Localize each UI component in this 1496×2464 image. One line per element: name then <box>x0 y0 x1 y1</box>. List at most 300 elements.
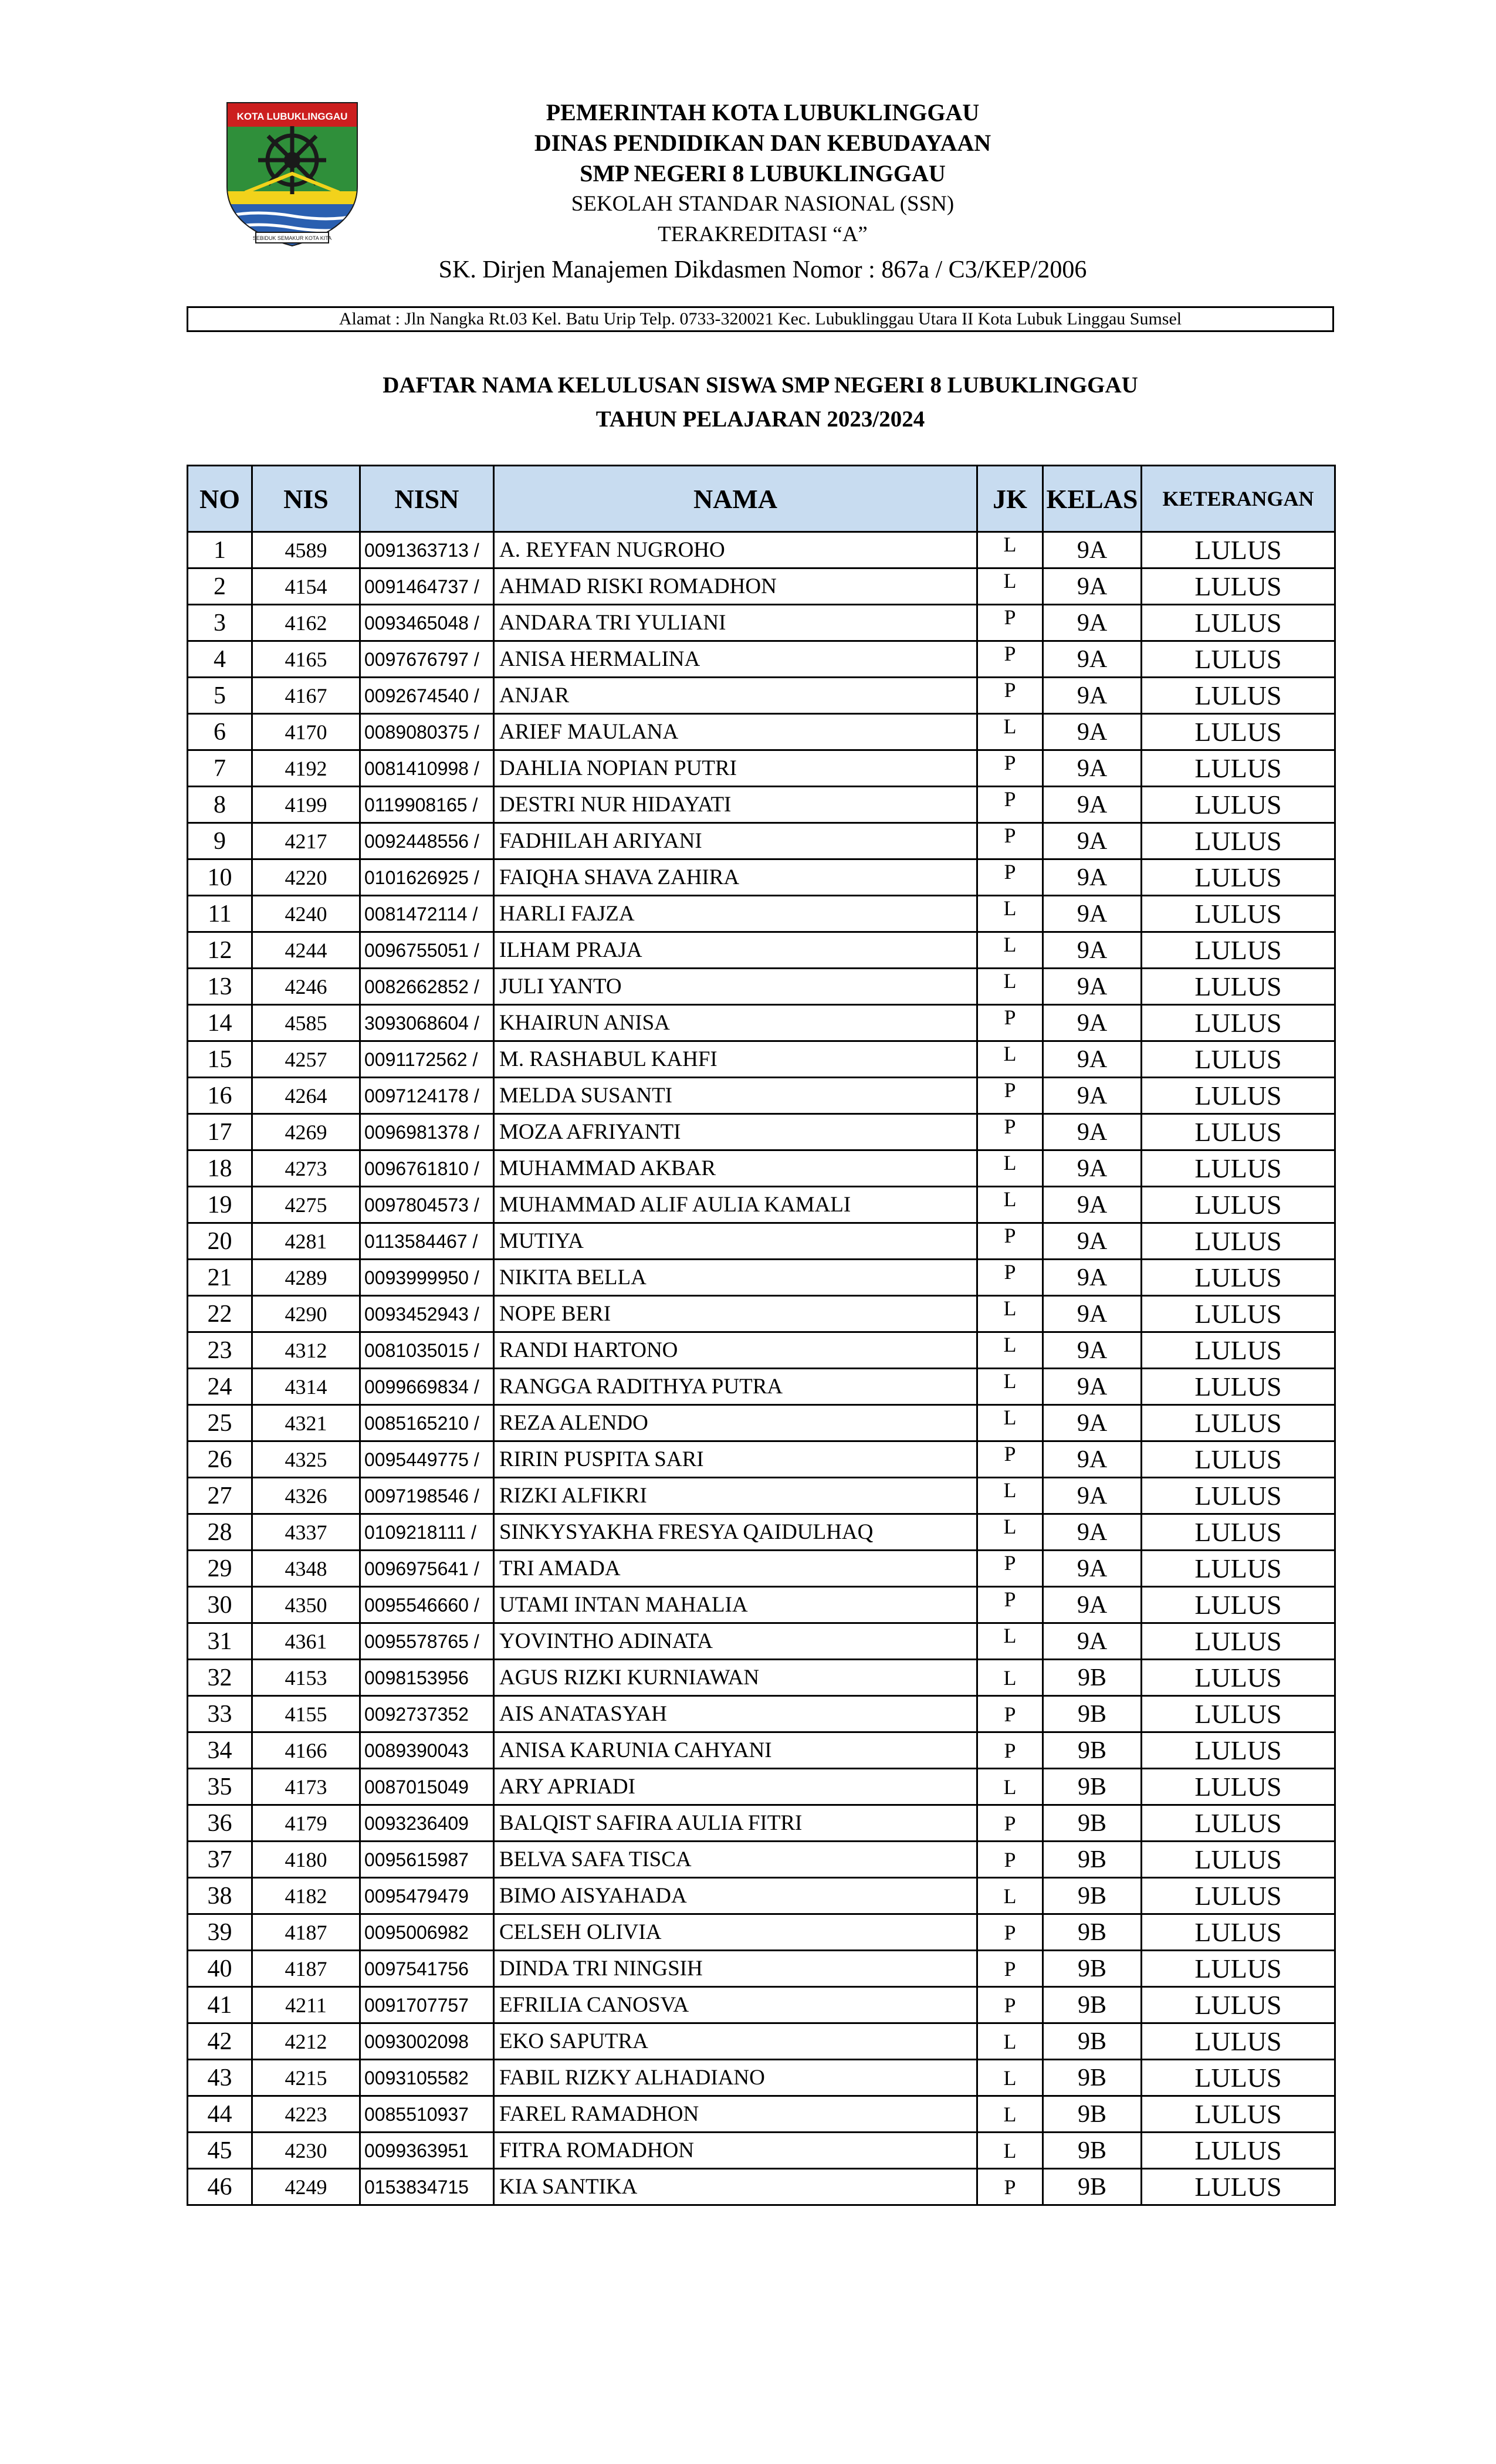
cell-nisn: 0099669834 / <box>360 1369 494 1405</box>
cell-keterangan: LULUS <box>1142 1223 1335 1260</box>
cell-nis: 4244 <box>252 932 360 969</box>
cell-nama: FAREL RAMADHON <box>494 2096 977 2133</box>
cell-kelas: 9B <box>1043 2023 1142 2060</box>
cell-nisn: 0093105582 <box>360 2060 494 2096</box>
cell-no: 25 <box>188 1405 252 1441</box>
cell-keterangan: LULUS <box>1142 823 1335 859</box>
cell-kelas: 9A <box>1043 1587 1142 1623</box>
cell-keterangan: LULUS <box>1142 1951 1335 1987</box>
cell-jk: L <box>977 1332 1043 1369</box>
address-box: Alamat : Jln Nangka Rt.03 Kel. Batu Urip Telp. 0733-320021 Kec. Lubuklinggau Utara II Kota Lubuk Linggau Sumsel <box>187 306 1334 332</box>
table-row <box>188 605 1335 641</box>
cell-jk: L <box>977 2060 1043 2096</box>
column-header-kelas: KELAS <box>1043 466 1142 532</box>
table-row <box>188 678 1335 714</box>
cell-kelas: 9A <box>1043 1114 1142 1150</box>
kota-lubuklinggau-emblem-icon <box>222 99 363 250</box>
cell-nama: ANISA HERMALINA <box>494 641 977 678</box>
cell-nisn: 0153834715 <box>360 2169 494 2205</box>
cell-nisn: 0095006982 <box>360 1914 494 1951</box>
cell-kelas: 9A <box>1043 1332 1142 1369</box>
cell-nama: MUTIYA <box>494 1223 977 1260</box>
table-row <box>188 932 1335 969</box>
cell-no: 7 <box>188 750 252 787</box>
cell-nama: DINDA TRI NINGSIH <box>494 1951 977 1987</box>
cell-keterangan: LULUS <box>1142 1260 1335 1296</box>
cell-keterangan: LULUS <box>1142 714 1335 750</box>
table-row <box>188 2060 1335 2096</box>
cell-jk: L <box>977 1878 1043 1914</box>
cell-nama: REZA ALENDO <box>494 1405 977 1441</box>
cell-nis: 4361 <box>252 1623 360 1660</box>
cell-no: 1 <box>188 532 252 568</box>
cell-kelas: 9A <box>1043 641 1142 678</box>
cell-keterangan: LULUS <box>1142 1587 1335 1623</box>
title-line-1: DAFTAR NAMA KELULUSAN SISWA SMP NEGERI 8 LUBUKLINGGAU <box>383 373 1138 398</box>
header-school: SMP NEGERI 8 LUBUKLINGGAU <box>580 160 946 187</box>
cell-keterangan: LULUS <box>1142 1296 1335 1332</box>
cell-nama: AIS ANATASYAH <box>494 1696 977 1732</box>
cell-nama: TRI AMADA <box>494 1551 977 1587</box>
cell-nis: 4220 <box>252 859 360 896</box>
cell-jk: P <box>977 1005 1043 1041</box>
cell-nisn: 0095479479 <box>360 1878 494 1914</box>
cell-nama: FADHILAH ARIYANI <box>494 823 977 859</box>
cell-nisn: 0081035015 / <box>360 1332 494 1369</box>
cell-nis: 4269 <box>252 1114 360 1150</box>
cell-jk: L <box>977 1041 1043 1078</box>
cell-keterangan: LULUS <box>1142 1660 1335 1696</box>
cell-keterangan: LULUS <box>1142 1041 1335 1078</box>
table-row <box>188 1951 1335 1987</box>
column-header-nama: NAMA <box>494 466 977 532</box>
cell-kelas: 9A <box>1043 605 1142 641</box>
cell-no: 9 <box>188 823 252 859</box>
cell-kelas: 9A <box>1043 1187 1142 1223</box>
cell-no: 24 <box>188 1369 252 1405</box>
cell-nis: 4199 <box>252 787 360 823</box>
cell-no: 31 <box>188 1623 252 1660</box>
cell-kelas: 9B <box>1043 1660 1142 1696</box>
table-row <box>188 1405 1335 1441</box>
cell-nis: 4275 <box>252 1187 360 1223</box>
cell-jk: P <box>977 2169 1043 2205</box>
column-header-no: NO <box>188 466 252 532</box>
table-row <box>188 859 1335 896</box>
cell-nis: 4217 <box>252 823 360 859</box>
cell-no: 33 <box>188 1696 252 1732</box>
cell-jk: P <box>977 678 1043 714</box>
table-row <box>188 1914 1335 1951</box>
cell-kelas: 9A <box>1043 1441 1142 1478</box>
cell-no: 19 <box>188 1187 252 1223</box>
cell-nisn: 0091464737 / <box>360 568 494 605</box>
cell-nisn: 0097804573 / <box>360 1187 494 1223</box>
cell-no: 44 <box>188 2096 252 2133</box>
cell-nis: 4281 <box>252 1223 360 1260</box>
cell-jk: P <box>977 1223 1043 1260</box>
cell-jk: P <box>977 1078 1043 1114</box>
cell-nis: 4240 <box>252 896 360 932</box>
cell-nis: 4230 <box>252 2133 360 2169</box>
table-row <box>188 750 1335 787</box>
cell-jk: P <box>977 823 1043 859</box>
cell-nis: 4154 <box>252 568 360 605</box>
cell-nis: 4215 <box>252 2060 360 2096</box>
cell-nis: 4211 <box>252 1987 360 2023</box>
cell-nis: 4314 <box>252 1369 360 1405</box>
cell-keterangan: LULUS <box>1142 1405 1335 1441</box>
cell-nisn: 0096755051 / <box>360 932 494 969</box>
cell-no: 17 <box>188 1114 252 1150</box>
table-row <box>188 532 1335 568</box>
cell-no: 43 <box>188 2060 252 2096</box>
cell-kelas: 9B <box>1043 1914 1142 1951</box>
cell-nisn: 0095546660 / <box>360 1587 494 1623</box>
cell-kelas: 9A <box>1043 1260 1142 1296</box>
header-accreditation: TERAKREDITASI “A” <box>658 222 868 246</box>
cell-keterangan: LULUS <box>1142 1842 1335 1878</box>
cell-nama: SINKYSYAKHA FRESYA QAIDULHAQ <box>494 1514 977 1551</box>
cell-nis: 4180 <box>252 1842 360 1878</box>
table-row <box>188 1987 1335 2023</box>
cell-nis: 4273 <box>252 1150 360 1187</box>
header-department: DINAS PENDIDIKAN DAN KEBUDAYAAN <box>534 130 991 156</box>
cell-kelas: 9B <box>1043 2096 1142 2133</box>
table-row <box>188 1332 1335 1369</box>
cell-jk: L <box>977 1150 1043 1187</box>
cell-keterangan: LULUS <box>1142 1805 1335 1842</box>
cell-nisn: 0101626925 / <box>360 859 494 896</box>
cell-no: 35 <box>188 1769 252 1805</box>
cell-keterangan: LULUS <box>1142 1332 1335 1369</box>
cell-jk: P <box>977 1114 1043 1150</box>
cell-kelas: 9B <box>1043 2169 1142 2205</box>
cell-nis: 4246 <box>252 969 360 1005</box>
cell-nama: RIRIN PUSPITA SARI <box>494 1441 977 1478</box>
cell-nisn: 0099363951 <box>360 2133 494 2169</box>
cell-nisn: 0093452943 / <box>360 1296 494 1332</box>
cell-nis: 4257 <box>252 1041 360 1078</box>
cell-nisn: 0093999950 / <box>360 1260 494 1296</box>
cell-keterangan: LULUS <box>1142 1478 1335 1514</box>
cell-nama: BELVA SAFA TISCA <box>494 1842 977 1878</box>
cell-kelas: 9B <box>1043 1769 1142 1805</box>
cell-no: 45 <box>188 2133 252 2169</box>
cell-jk: P <box>977 1732 1043 1769</box>
cell-nisn: 0092737352 <box>360 1696 494 1732</box>
table-row <box>188 1660 1335 1696</box>
cell-no: 46 <box>188 2169 252 2205</box>
table-row <box>188 714 1335 750</box>
cell-nama: YOVINTHO ADINATA <box>494 1623 977 1660</box>
column-header-nis: NIS <box>252 466 360 532</box>
cell-kelas: 9B <box>1043 1878 1142 1914</box>
cell-nis: 4165 <box>252 641 360 678</box>
cell-kelas: 9A <box>1043 568 1142 605</box>
cell-no: 3 <box>188 605 252 641</box>
table-row <box>188 1878 1335 1914</box>
cell-jk: P <box>977 1914 1043 1951</box>
cell-nisn: 0096975641 / <box>360 1551 494 1587</box>
cell-kelas: 9A <box>1043 896 1142 932</box>
cell-no: 23 <box>188 1332 252 1369</box>
table-row <box>188 2096 1335 2133</box>
table-body <box>188 532 1335 2205</box>
cell-kelas: 9A <box>1043 750 1142 787</box>
cell-nisn: 0081410998 / <box>360 750 494 787</box>
cell-no: 34 <box>188 1732 252 1769</box>
cell-kelas: 9A <box>1043 1514 1142 1551</box>
cell-nisn: 0109218111 / <box>360 1514 494 1551</box>
cell-keterangan: LULUS <box>1142 2023 1335 2060</box>
cell-nama: RANGGA RADITHYA PUTRA <box>494 1369 977 1405</box>
cell-nama: EKO SAPUTRA <box>494 2023 977 2060</box>
cell-kelas: 9B <box>1043 2133 1142 2169</box>
cell-jk: P <box>977 1842 1043 1878</box>
cell-nama: KHAIRUN ANISA <box>494 1005 977 1041</box>
cell-no: 40 <box>188 1951 252 1987</box>
cell-jk: L <box>977 1478 1043 1514</box>
table-row <box>188 2023 1335 2060</box>
cell-keterangan: LULUS <box>1142 641 1335 678</box>
cell-kelas: 9A <box>1043 1551 1142 1587</box>
cell-nama: ILHAM PRAJA <box>494 932 977 969</box>
cell-jk: L <box>977 2096 1043 2133</box>
cell-nisn: 0091363713 / <box>360 532 494 568</box>
cell-nama: NIKITA BELLA <box>494 1260 977 1296</box>
cell-nis: 4223 <box>252 2096 360 2133</box>
cell-nisn: 0085510937 <box>360 2096 494 2133</box>
cell-jk: P <box>977 1441 1043 1478</box>
cell-nisn: 0097198546 / <box>360 1478 494 1514</box>
cell-nis: 4350 <box>252 1587 360 1623</box>
cell-jk: P <box>977 605 1043 641</box>
cell-nama: ANISA KARUNIA CAHYANI <box>494 1732 977 1769</box>
cell-kelas: 9B <box>1043 1987 1142 2023</box>
cell-jk: P <box>977 1951 1043 1987</box>
cell-nisn: 0082662852 / <box>360 969 494 1005</box>
cell-kelas: 9A <box>1043 969 1142 1005</box>
cell-no: 22 <box>188 1296 252 1332</box>
cell-nis: 4290 <box>252 1296 360 1332</box>
table-row <box>188 568 1335 605</box>
table-row <box>188 2169 1335 2205</box>
column-header-keterangan: KETERANGAN <box>1142 466 1335 532</box>
cell-nisn: 3093068604 / <box>360 1005 494 1041</box>
cell-keterangan: LULUS <box>1142 1878 1335 1914</box>
cell-nisn: 0091172562 / <box>360 1041 494 1078</box>
cell-nama: FABIL RIZKY ALHADIANO <box>494 2060 977 2096</box>
cell-jk: P <box>977 1260 1043 1296</box>
cell-keterangan: LULUS <box>1142 1369 1335 1405</box>
table-row <box>188 896 1335 932</box>
cell-kelas: 9B <box>1043 1805 1142 1842</box>
cell-no: 27 <box>188 1478 252 1514</box>
cell-nama: RIZKI ALFIKRI <box>494 1478 977 1514</box>
cell-nisn: 0092448556 / <box>360 823 494 859</box>
cell-nama: M. RASHABUL KAHFI <box>494 1041 977 1078</box>
cell-nis: 4212 <box>252 2023 360 2060</box>
cell-nisn: 0081472114 / <box>360 896 494 932</box>
cell-nisn: 0089080375 / <box>360 714 494 750</box>
cell-nis: 4321 <box>252 1405 360 1441</box>
table-row <box>188 1478 1335 1514</box>
cell-jk: L <box>977 2133 1043 2169</box>
cell-no: 8 <box>188 787 252 823</box>
table-row <box>188 1078 1335 1114</box>
cell-keterangan: LULUS <box>1142 2096 1335 2133</box>
cell-kelas: 9A <box>1043 678 1142 714</box>
cell-nis: 4170 <box>252 714 360 750</box>
cell-nis: 4179 <box>252 1805 360 1842</box>
cell-no: 10 <box>188 859 252 896</box>
table-row <box>188 1805 1335 1842</box>
table-row <box>188 787 1335 823</box>
cell-keterangan: LULUS <box>1142 532 1335 568</box>
cell-kelas: 9A <box>1043 1623 1142 1660</box>
cell-no: 30 <box>188 1587 252 1623</box>
cell-nisn: 0093002098 <box>360 2023 494 2060</box>
cell-nama: BIMO AISYAHADA <box>494 1878 977 1914</box>
cell-kelas: 9A <box>1043 932 1142 969</box>
cell-jk: P <box>977 787 1043 823</box>
cell-jk: L <box>977 568 1043 605</box>
cell-no: 20 <box>188 1223 252 1260</box>
cell-no: 36 <box>188 1805 252 1842</box>
table-row <box>188 1587 1335 1623</box>
cell-nisn: 0093465048 / <box>360 605 494 641</box>
cell-nis: 4166 <box>252 1732 360 1769</box>
graduation-table <box>187 465 1336 2206</box>
cell-keterangan: LULUS <box>1142 1187 1335 1223</box>
cell-nis: 4167 <box>252 678 360 714</box>
table-row <box>188 1769 1335 1805</box>
cell-keterangan: LULUS <box>1142 1514 1335 1551</box>
cell-jk: L <box>977 2023 1043 2060</box>
cell-nisn: 0095615987 <box>360 1842 494 1878</box>
document-title <box>187 368 1334 436</box>
column-header-jk: JK <box>977 466 1043 532</box>
table-row <box>188 1041 1335 1078</box>
cell-kelas: 9A <box>1043 532 1142 568</box>
cell-no: 11 <box>188 896 252 932</box>
cell-nisn: 0097676797 / <box>360 641 494 678</box>
cell-kelas: 9A <box>1043 823 1142 859</box>
cell-nis: 4187 <box>252 1914 360 1951</box>
cell-kelas: 9A <box>1043 1296 1142 1332</box>
cell-no: 2 <box>188 568 252 605</box>
cell-nama: DAHLIA NOPIAN PUTRI <box>494 750 977 787</box>
table-row <box>188 969 1335 1005</box>
cell-kelas: 9B <box>1043 2060 1142 2096</box>
cell-nama: HARLI FAJZA <box>494 896 977 932</box>
cell-no: 4 <box>188 641 252 678</box>
cell-nis: 4162 <box>252 605 360 641</box>
table-header-row <box>188 466 1335 532</box>
logo-ribbon-text: SEBIDUK SEMAKUR KOTA KITA <box>252 235 332 241</box>
cell-nama: ARY APRIADI <box>494 1769 977 1805</box>
cell-kelas: 9A <box>1043 1078 1142 1114</box>
cell-keterangan: LULUS <box>1142 2169 1335 2205</box>
cell-nama: MUHAMMAD AKBAR <box>494 1150 977 1187</box>
cell-nisn: 0085165210 / <box>360 1405 494 1441</box>
table-row <box>188 1150 1335 1187</box>
cell-nisn: 0096761810 / <box>360 1150 494 1187</box>
cell-no: 32 <box>188 1660 252 1696</box>
cell-kelas: 9A <box>1043 1478 1142 1514</box>
cell-nama: CELSEH OLIVIA <box>494 1914 977 1951</box>
cell-kelas: 9A <box>1043 1150 1142 1187</box>
table-row <box>188 1514 1335 1551</box>
cell-keterangan: LULUS <box>1142 1732 1335 1769</box>
cell-nama: BALQIST SAFIRA AULIA FITRI <box>494 1805 977 1842</box>
cell-no: 37 <box>188 1842 252 1878</box>
cell-nama: AHMAD RISKI ROMADHON <box>494 568 977 605</box>
cell-no: 21 <box>188 1260 252 1296</box>
cell-keterangan: LULUS <box>1142 969 1335 1005</box>
header-decree: SK. Dirjen Manajemen Dikdasmen Nomor : 867a / C3/KEP/2006 <box>438 256 1087 283</box>
cell-jk: L <box>977 1660 1043 1696</box>
cell-no: 28 <box>188 1514 252 1551</box>
cell-nisn: 0095449775 / <box>360 1441 494 1478</box>
cell-jk: P <box>977 641 1043 678</box>
table-row <box>188 1623 1335 1660</box>
cell-nis: 4187 <box>252 1951 360 1987</box>
cell-nis: 4153 <box>252 1660 360 1696</box>
cell-keterangan: LULUS <box>1142 750 1335 787</box>
cell-kelas: 9A <box>1043 1041 1142 1078</box>
table-row <box>188 1260 1335 1296</box>
cell-nisn: 0098153956 <box>360 1660 494 1696</box>
cell-nis: 4182 <box>252 1878 360 1914</box>
cell-keterangan: LULUS <box>1142 1441 1335 1478</box>
cell-jk: P <box>977 1696 1043 1732</box>
cell-no: 13 <box>188 969 252 1005</box>
cell-nisn: 0089390043 <box>360 1732 494 1769</box>
cell-keterangan: LULUS <box>1142 1623 1335 1660</box>
cell-nisn: 0091707757 <box>360 1987 494 2023</box>
cell-jk: P <box>977 1551 1043 1587</box>
cell-no: 29 <box>188 1551 252 1587</box>
cell-nisn: 0095578765 / <box>360 1623 494 1660</box>
cell-kelas: 9B <box>1043 1696 1142 1732</box>
cell-kelas: 9B <box>1043 1732 1142 1769</box>
cell-no: 14 <box>188 1005 252 1041</box>
cell-nama: FAIQHA SHAVA ZAHIRA <box>494 859 977 896</box>
cell-nis: 4589 <box>252 532 360 568</box>
cell-keterangan: LULUS <box>1142 1005 1335 1041</box>
cell-nis: 4289 <box>252 1260 360 1296</box>
cell-keterangan: LULUS <box>1142 896 1335 932</box>
cell-no: 41 <box>188 1987 252 2023</box>
cell-nisn: 0087015049 <box>360 1769 494 1805</box>
cell-kelas: 9B <box>1043 1842 1142 1878</box>
cell-nisn: 0096981378 / <box>360 1114 494 1150</box>
table-row <box>188 1369 1335 1405</box>
table-row <box>188 1187 1335 1223</box>
cell-nama: A. REYFAN NUGROHO <box>494 532 977 568</box>
table-row <box>188 1696 1335 1732</box>
cell-nis: 4312 <box>252 1332 360 1369</box>
cell-nama: FITRA ROMADHON <box>494 2133 977 2169</box>
cell-keterangan: LULUS <box>1142 2133 1335 2169</box>
cell-keterangan: LULUS <box>1142 1150 1335 1187</box>
cell-jk: P <box>977 750 1043 787</box>
table-row <box>188 1732 1335 1769</box>
cell-no: 16 <box>188 1078 252 1114</box>
cell-no: 42 <box>188 2023 252 2060</box>
